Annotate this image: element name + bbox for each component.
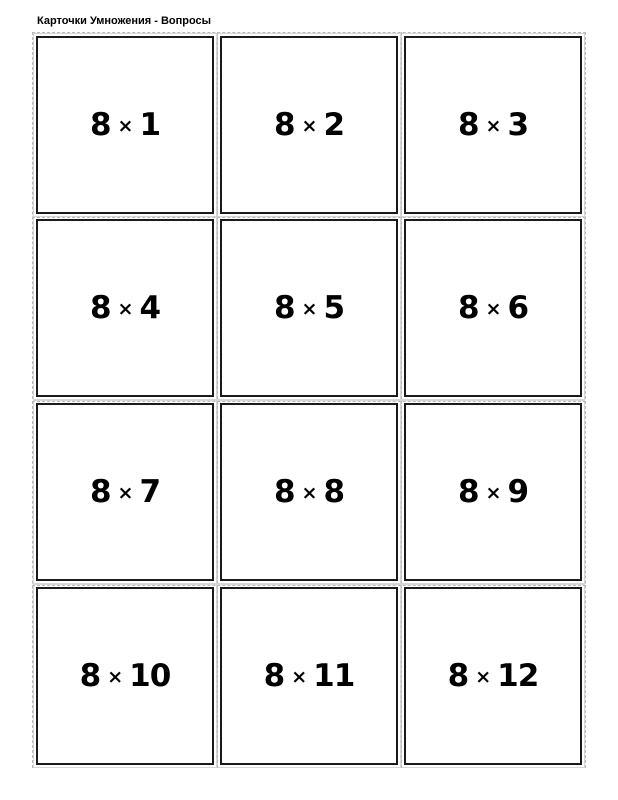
- multiplier: 4: [139, 290, 161, 326]
- multiplier: 5: [323, 290, 345, 326]
- multiplicand: 8: [273, 474, 295, 510]
- cut-line-horizontal: [32, 217, 586, 218]
- flash-card: [220, 36, 398, 214]
- multiplication-expression: [264, 658, 355, 694]
- multiplicand: 8: [89, 107, 111, 143]
- multiply-sign: ×: [485, 115, 501, 137]
- flash-card: [404, 219, 582, 397]
- multiplicand: 8: [457, 107, 479, 143]
- multiply-sign: ×: [117, 482, 133, 504]
- multiply-sign: ×: [291, 666, 307, 688]
- multiplication-expression: [448, 658, 539, 694]
- multiplication-expression: [274, 474, 344, 510]
- flash-card: [220, 403, 398, 581]
- flash-card: [36, 219, 214, 397]
- multiply-sign: ×: [485, 482, 501, 504]
- multiplier: 6: [507, 290, 529, 326]
- multiplicand: 8: [263, 658, 285, 694]
- multiplicand: 8: [273, 290, 295, 326]
- multiplicand: 8: [79, 658, 101, 694]
- multiplier: 10: [129, 658, 171, 694]
- multiplicand: 8: [457, 474, 479, 510]
- page-title: Карточки Умножения - Вопросы: [37, 15, 212, 27]
- multiplication-expression: [274, 107, 344, 143]
- multiplier: 11: [313, 658, 355, 694]
- multiplication-expression: [90, 474, 160, 510]
- flash-card: [220, 587, 398, 765]
- multiply-sign: ×: [301, 298, 317, 320]
- flash-card: [404, 36, 582, 214]
- multiplicand: 8: [447, 658, 469, 694]
- multiplication-expression: [90, 290, 160, 326]
- multiplication-expression: [80, 658, 171, 694]
- multiply-sign: ×: [117, 115, 133, 137]
- cut-line-horizontal: [32, 401, 586, 402]
- cut-line-horizontal: [32, 585, 586, 586]
- multiply-sign: ×: [485, 298, 501, 320]
- flash-card: [220, 219, 398, 397]
- multiplicand: 8: [89, 474, 111, 510]
- cut-line-vertical: [217, 32, 218, 768]
- multiply-sign: ×: [301, 482, 317, 504]
- multiplication-expression: [90, 107, 160, 143]
- multiply-sign: ×: [475, 666, 491, 688]
- multiplier: 2: [323, 107, 345, 143]
- flash-card: [36, 587, 214, 765]
- multiplication-expression: [274, 290, 344, 326]
- multiplicand: 8: [273, 107, 295, 143]
- multiplication-expression: [458, 474, 528, 510]
- flash-card: [404, 403, 582, 581]
- flash-card: [404, 587, 582, 765]
- multiplicand: 8: [457, 290, 479, 326]
- multiplier: 8: [323, 474, 345, 510]
- multiplier: 12: [497, 658, 539, 694]
- multiplier: 7: [139, 474, 161, 510]
- multiply-sign: ×: [107, 666, 123, 688]
- multiplier: 9: [507, 474, 529, 510]
- cut-line-vertical: [401, 32, 402, 768]
- multiplier: 1: [139, 107, 161, 143]
- multiplier: 3: [507, 107, 529, 143]
- multiplicand: 8: [89, 290, 111, 326]
- multiply-sign: ×: [117, 298, 133, 320]
- multiply-sign: ×: [301, 115, 317, 137]
- flash-card: [36, 403, 214, 581]
- flash-card: [36, 36, 214, 214]
- multiplication-expression: [458, 107, 528, 143]
- multiplication-expression: [458, 290, 528, 326]
